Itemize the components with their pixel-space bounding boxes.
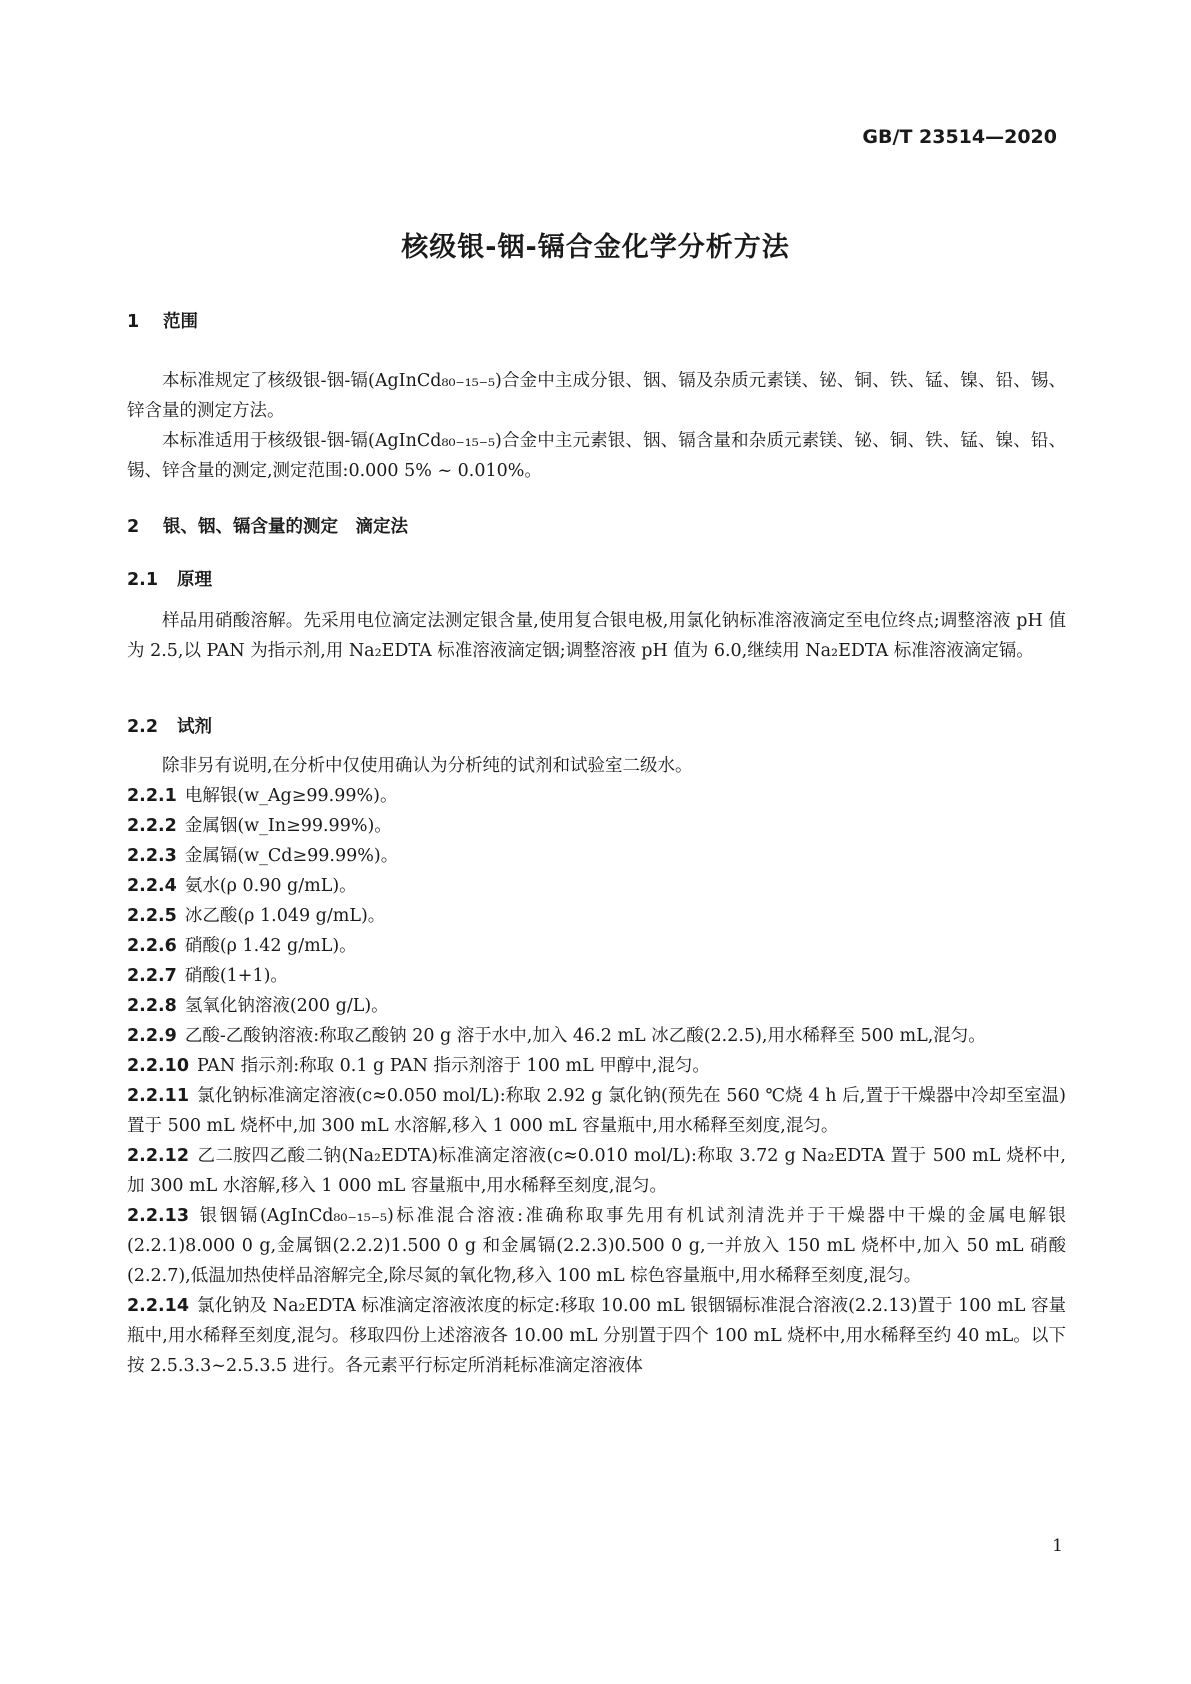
item-text: 乙酸-乙酸钠溶液:称取乙酸钠 20 g 溶于水中,加入 46.2 mL 冰乙酸(2.2.5),用水稀释至 500 mL,混匀。 (184, 1026, 986, 1046)
list-item (127, 781, 1066, 811)
item-text: 电解银(w_Ag≥99.99%)。 (184, 786, 398, 806)
item-text: 金属铟(w_In≥99.99%)。 (184, 816, 392, 836)
section-2-heading (127, 513, 1066, 538)
list-item (127, 901, 1066, 931)
list-item (127, 1141, 1066, 1201)
section-number: 1 (127, 312, 140, 332)
item-text: 金属镉(w_Cd≥99.99%)。 (184, 846, 399, 866)
paragraph: 本标准适用于核级银-铟-镉(AgInCd₈₀₋₁₅₋₅)合金中主元素银、铟、镉含量和杂质元素镁、铋、铜、铁、锰、镍、铅、锡、锌含量的测定,测定范围:0.000 5% ~ 0.010%。 (127, 431, 1066, 481)
page-number: 1 (1052, 1536, 1063, 1556)
section-1-heading (127, 308, 1066, 333)
item-number: 2.2.10 (127, 1056, 190, 1076)
item-number: 2.2.5 (127, 906, 177, 926)
section-number: 2 (127, 517, 140, 537)
item-text: 乙二胺四乙酸二钠(Na₂EDTA)标准滴定溶液(c≈0.010 mol/L):称取 3.72 g Na₂EDTA 置于 500 mL 烧杯中,加 300 mL 水溶解,移入 1 000 mL 容量瓶中,用水稀释至刻度,混匀。 (127, 1146, 1066, 1196)
item-number: 2.2.3 (127, 846, 177, 866)
item-text: 氯化钠标准滴定溶液(c≈0.050 mol/L):称取 2.92 g 氯化钠(预先在 560 ℃烧 4 h 后,置于干燥器中冷却至室温)置于 500 mL 烧杯中,加 300 mL 水溶解,移入 1 000 mL 容量瓶中,用水稀释至刻度,混匀。 (127, 1086, 1066, 1136)
list-item (127, 811, 1066, 841)
item-number: 2.2.8 (127, 996, 177, 1016)
section-number: 2.1 (127, 570, 159, 590)
paragraph: 本标准规定了核级银-铟-镉(AgInCd₈₀₋₁₅₋₅)合金中主成分银、铟、镉及杂质元素镁、铋、铜、铁、锰、镍、铅、锡、锌含量的测定方法。 (127, 371, 1066, 421)
section-title: 范围 (163, 312, 198, 332)
item-text: 硝酸(1+1)。 (184, 966, 288, 986)
item-text: 氨水(ρ 0.90 g/mL)。 (184, 876, 357, 896)
list-item (127, 1021, 1066, 1051)
item-number: 2.2.12 (127, 1146, 190, 1166)
list-item (127, 991, 1066, 1021)
item-number: 2.2.4 (127, 876, 177, 896)
document-title: 核级银-铟-镉合金化学分析方法 (401, 232, 790, 263)
list-item (127, 1201, 1066, 1291)
list-item (127, 931, 1066, 961)
list-item (127, 1291, 1066, 1381)
item-text: 氢氧化钠溶液(200 g/L)。 (184, 996, 389, 1016)
item-number: 2.2.14 (127, 1296, 190, 1316)
item-text: PAN 指示剂:称取 0.1 g PAN 指示剂溶于 100 mL 甲醇中,混匀。 (197, 1056, 710, 1076)
section-1-body (127, 366, 1066, 486)
section-number: 2.2 (127, 717, 159, 737)
list-item (127, 871, 1066, 901)
item-number: 2.2.9 (127, 1026, 177, 1046)
item-number: 2.2.13 (127, 1206, 190, 1226)
section-2-1-heading (127, 566, 1066, 591)
item-text: 氯化钠及 Na₂EDTA 标准滴定溶液浓度的标定:移取 10.00 mL 银铟镉标准混合溶液(2.2.13)置于 100 mL 容量瓶中,用水稀释至刻度,混匀。移取四份上述溶液各 10.00 mL 分别置于四个 100 mL 烧杯中,用水稀释至约 40 mL。以下按 2.5.3.3~2.5.3.5 进行。各元素平行标定所消耗标准滴定溶液体 (127, 1296, 1066, 1376)
item-number: 2.2.6 (127, 936, 177, 956)
list-item (127, 1051, 1066, 1081)
item-number: 2.2.11 (127, 1086, 190, 1106)
reagent-list (127, 781, 1066, 1381)
section-2-2-heading (127, 713, 1066, 738)
section-2-1-body (127, 606, 1066, 666)
item-text: 冰乙酸(ρ 1.049 g/mL)。 (184, 906, 386, 926)
section-2-2-body (127, 751, 1066, 1381)
item-text: 硝酸(ρ 1.42 g/mL)。 (184, 936, 357, 956)
paragraph: 样品用硝酸溶解。先采用电位滴定法测定银含量,使用复合银电极,用氯化钠标准溶液滴定至电位终点;调整溶液 pH 值为 2.5,以 PAN 为指示剂,用 Na₂EDTA 标准溶液滴定铟;调整溶液 pH 值为 6.0,继续用 Na₂EDTA 标准溶液滴定镉。 (127, 611, 1066, 661)
list-item (127, 841, 1066, 871)
list-item (127, 1081, 1066, 1141)
item-text: 银铟镉(AgInCd₈₀₋₁₅₋₅)标准混合溶液:准确称取事先用有机试剂清洗并于干燥器中干燥的金属电解银(2.2.1)8.000 0 g,金属铟(2.2.2)1.500 0 g 和金属镉(2.2.3)0.500 0 g,一并放入 150 mL 烧杯中,加入 50 mL 硝酸(2.2.7),低温加热使样品溶解完全,除尽氮的氧化物,移入 100 mL 棕色容量瓶中,用水稀释至刻度,混匀。 (127, 1206, 1066, 1286)
section-title: 试剂 (177, 717, 212, 737)
section-title: 银、铟、镉含量的测定 滴定法 (163, 517, 408, 537)
paragraph: 除非另有说明,在分析中仅使用确认为分析纯的试剂和试验室二级水。 (162, 756, 693, 776)
item-number: 2.2.1 (127, 786, 177, 806)
section-title: 原理 (177, 570, 212, 590)
standard-number: GB/T 23514—2020 (862, 126, 1057, 148)
item-number: 2.2.2 (127, 816, 177, 836)
list-item (127, 961, 1066, 991)
item-number: 2.2.7 (127, 966, 177, 986)
